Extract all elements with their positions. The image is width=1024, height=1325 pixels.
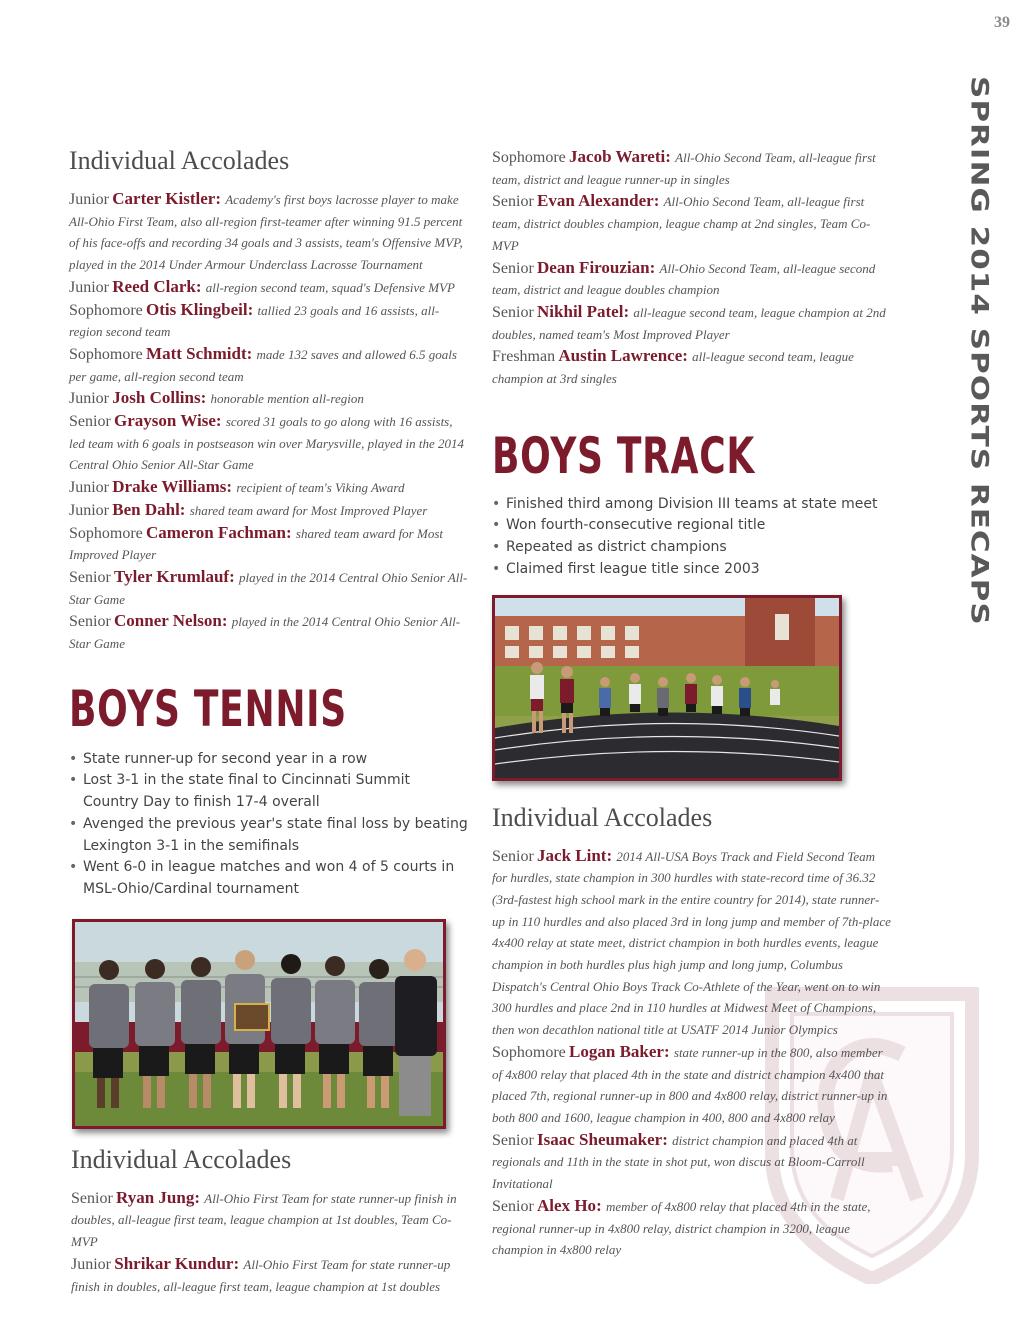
accolade-entry: Sophomore Cameron Fachman: shared team award for Most Improved Player xyxy=(69,522,443,563)
accolade-entry: Junior Drake Williams: recipient of team's Viking Award xyxy=(69,477,405,497)
athlete-name: Ryan Jung xyxy=(116,1187,195,1207)
athlete-name: Alex Ho xyxy=(537,1195,597,1215)
athlete-name: Jacob Wareti xyxy=(569,147,666,166)
accolade-description: honorable mention all-region xyxy=(210,391,364,407)
athlete-name: Austin Lawrence xyxy=(558,346,683,366)
accolade-entry: Freshman Austin Lawrence: all-league second team, league champion at 3rd singles xyxy=(492,346,854,387)
athlete-class-year: Junior xyxy=(69,479,109,497)
highlight-bullet: • Lost 3-1 in the state final to Cincinnati Summit Country Day to finish 17-4 overall xyxy=(69,770,469,813)
accolade-entry: Sophomore Logan Baker: state runner-up in the 800, also member of 4x800 relay that placed 4th in the state and district champion 4x400 that placed 7th, regional runner-up in 800 and 4x800 relay, district runner-up in both 800 and 1600, league champion in 400, 800 and 4x800 relay xyxy=(492,1041,888,1125)
accolade-entry: Junior Carter Kistler: Academy's first boys lacrosse player to make All-Ohio First Team, also all-region first-teamer after winning 91.5 percent of his face-offs and recording 34 goals and 3 assists, team's Offensive MVP, played in the 2014 Under Armour Underclass Lacrosse Tournament xyxy=(69,189,463,273)
athlete-class-year: Senior xyxy=(492,847,534,865)
accolade-description: Academy's first boys lacrosse player to make All-Ohio First Team, also all-region first-teamer after winning 91.5 percent of his face-offs and recording 34 goals and 3 assists, team's Offensive MVP, played in the 2014 Under Armour Underclass Lacrosse Tournament xyxy=(69,192,463,273)
accolade-description: state runner-up in the 800, also member of 4x800 relay that placed 4th in the state and district champion 4x400 that placed 7th, regional runner-up in 800 and 4x800 relay, district runner-up in both 800 and 1600, league champion in 400, 800 and 4x800 relay xyxy=(492,1044,888,1125)
athlete-name: Evan Alexander xyxy=(537,191,654,211)
tennis-accolades-list xyxy=(71,1187,469,1298)
accolade-description: made 132 saves and allowed 6.5 goals per game, all-region second team xyxy=(69,346,457,384)
highlight-bullet: • Repeated as district champions xyxy=(492,537,892,559)
athlete-class-year: Senior xyxy=(69,413,111,431)
tennis-highlights-list xyxy=(69,749,469,901)
athlete-class-year: Senior xyxy=(492,1131,534,1149)
athlete-class-year: Senior xyxy=(69,568,111,586)
accolade-description: All-Ohio Second Team, all-league first team, district and league runner-up in singles xyxy=(492,150,876,187)
highlight-bullet: • Claimed first league title since 2003 xyxy=(492,559,892,581)
accolade-description: played in the 2014 Central Ohio Senior All-Star Game xyxy=(69,569,468,607)
highlight-bullet: • Won fourth-consecutive regional title xyxy=(492,515,892,537)
accolade-entry: Junior Ben Dahl: shared team award for Most Improved Player xyxy=(69,499,428,519)
accolade-description: scored 31 goals to go along with 16 assists, led team with 6 goals in postseason win over Marysville, played in the 2014 Central Ohio Senior All-Star Game xyxy=(69,414,465,473)
accolade-description: shared team award for Most Improved Player xyxy=(69,525,443,563)
tennis-accolades-continued-list xyxy=(492,146,892,390)
accolade-entry: Junior Josh Collins: honorable mention all-region xyxy=(69,388,364,408)
accolade-description: shared team award for Most Improved Player xyxy=(189,502,428,518)
athlete-name: Drake Williams xyxy=(112,477,227,497)
accolade-entry: Sophomore Otis Klingbeil: tallied 23 goals and 16 assists, all-region second team xyxy=(69,299,440,340)
athlete-class-year: Sophomore xyxy=(69,524,143,542)
athlete-class-year: Junior xyxy=(69,191,109,208)
accolade-description: all-league second team, league champion at 3rd singles xyxy=(492,349,854,387)
athlete-name: Shrikar Kundur xyxy=(114,1253,234,1273)
left-column xyxy=(69,146,469,1297)
athlete-class-year: Senior xyxy=(492,303,534,321)
right-column xyxy=(492,146,892,1261)
athlete-name: Reed Clark xyxy=(112,276,196,296)
athlete-class-year: Junior xyxy=(69,501,109,519)
athlete-class-year: Sophomore xyxy=(492,1043,566,1061)
accolade-description: all-region second team, squad's Defensive MVP xyxy=(205,279,455,295)
track-accolades-heading: Individual Accolades xyxy=(492,802,713,832)
athlete-name: Tyler Krumlauf xyxy=(114,566,230,586)
athlete-name: Josh Collins xyxy=(112,388,201,408)
athlete-name: Dean Firouzian xyxy=(537,257,650,277)
athlete-name: Carter Kistler xyxy=(112,189,216,208)
athlete-name: Matt Schmidt xyxy=(146,343,247,363)
accolade-entry: Sophomore Jacob Wareti: All-Ohio Second Team, all-league first team, district and league runner-up in singles xyxy=(492,147,876,187)
tennis-team-photo xyxy=(72,919,446,1129)
accolade-description: All-Ohio First Team for state runner-up finish in doubles, all-league first team, league champion at 1st doubles, Team Co-MVP xyxy=(71,1190,457,1250)
boys-track-title: BOYS TRACK xyxy=(492,426,755,485)
tennis-accolades-heading: Individual Accolades xyxy=(71,1144,292,1174)
track-accolades-list xyxy=(492,845,892,1261)
track-highlights-list xyxy=(492,494,892,581)
accolade-entry: Sophomore Matt Schmidt: made 132 saves and allowed 6.5 goals per game, all-region second team xyxy=(69,343,457,384)
accolade-entry: Senior Dean Firouzian: All-Ohio Second Team, all-league second team, district and league doubles champion xyxy=(492,257,876,298)
athlete-class-year: Senior xyxy=(492,1197,534,1215)
accolade-entry: Senior Alex Ho: member of 4x800 relay that placed 4th in the state, regional runner-up in 4x800 relay, district champion in 3200, league champion in 4x800 relay xyxy=(492,1195,871,1258)
accolade-description: All-Ohio First Team for state runner-up finish in doubles, all-league first team, league champion at 1st doubles xyxy=(71,1256,451,1294)
lacrosse-accolades-heading: Individual Accolades xyxy=(69,146,290,175)
accolade-entry: Senior Jack Lint: 2014 All-USA Boys Track and Field Second Team for hurdles, state champion in 300 hurdles with state-record time of 36.32 (3rd-fastest high school mark in the entire country for 2014), state runner-up in 110 hurdles and also placed 3rd in long jump and member of 7th-place 4x400 relay at state meet, district champion in both hurdles events, league champion in both hurdles plus high jump and long jump, Columbus Dispatch's Central Ohio Boys Track Co-Athlete of the Year, went on to win 300 hurdles and place 2nd in 110 hurdles at Midwest Meet of Champions, then won decathlon national title at USATF 2014 Junior Olympics xyxy=(492,845,891,1038)
accolade-description: All-Ohio Second Team, all-league first team, district doubles champion, league champ at 2nd singles, Team Co-MVP xyxy=(492,194,871,253)
athlete-name: Grayson Wise xyxy=(114,411,216,431)
accolade-description: played in the 2014 Central Ohio Senior All-Star Game xyxy=(69,614,461,652)
accolade-description: all-league second team, league champion at 2nd doubles, named team's Most Improved Player xyxy=(492,304,886,342)
athlete-class-year: Sophomore xyxy=(69,301,143,319)
section-side-title: SPRING 2014 SPORTS RECAPS xyxy=(965,76,994,626)
highlight-bullet: • State runner-up for second year in a row xyxy=(69,749,469,771)
accolade-description: tallied 23 goals and 16 assists, all-region second team xyxy=(69,302,440,340)
lacrosse-accolades-list xyxy=(69,188,469,655)
accolade-entry: Senior Conner Nelson: played in the 2014 Central Ohio Senior All-Star Game xyxy=(69,611,461,652)
track-meet-photo xyxy=(492,595,842,781)
athlete-class-year: Senior xyxy=(71,1189,113,1207)
page-number: 39 xyxy=(994,14,1010,31)
athlete-name: Logan Baker xyxy=(569,1041,664,1061)
athlete-class-year: Sophomore xyxy=(492,149,566,166)
accolade-description: All-Ohio Second Team, all-league second team, district and league doubles champion xyxy=(492,260,876,298)
boys-tennis-title: BOYS TENNIS xyxy=(69,679,347,738)
highlight-bullet: • Avenged the previous year's state final loss by beating Lexington 3-1 in the semifinals xyxy=(69,814,469,857)
accolade-description: district champion and placed 4th at regionals and 11th in the state in shot put, won discus at Bloom-Carroll Invitational xyxy=(492,1132,865,1192)
accolade-description: recipient of team's Viking Award xyxy=(236,480,405,496)
athlete-class-year: Junior xyxy=(69,278,109,296)
highlight-bullet: • Finished third among Division III teams at state meet xyxy=(492,494,892,516)
accolade-entry: Senior Grayson Wise: scored 31 goals to go along with 16 assists, led team with 6 goals in postseason win over Marysville, played in the 2014 Central Ohio Senior All-Star Game xyxy=(69,411,465,473)
accolade-description: 2014 All-USA Boys Track and Field Second Team for hurdles, state champion in 300 hurdles with state-record time of 36.32 (3rd-fastest high school mark in the entire country for 2014), state runner-up in 110 hurdles and also placed 3rd in long jump and member of 7th-place 4x400 relay at state meet, district champion in both hurdles events, league champion in both hurdles plus high jump and long jump, Columbus Dispatch's Central Ohio Boys Track Co-Athlete of the Year, went on to win 300 hurdles and place 2nd in 110 hurdles at Midwest Meet of Champions, then won decathlon national title at USATF 2014 Junior Olympics xyxy=(492,848,891,1038)
accolade-entry: Senior Ryan Jung: All-Ohio First Team for state runner-up finish in doubles, all-league first team, league champion at 1st doubles, Team Co-MVP xyxy=(71,1187,457,1250)
athlete-name: Isaac Sheumaker xyxy=(537,1129,663,1149)
accolade-description: member of 4x800 relay that placed 4th in the state, regional runner-up in 4x800 relay, district champion in 3200, league champion in 4x800 relay xyxy=(492,1198,871,1258)
athlete-class-year: Senior xyxy=(69,613,111,631)
athlete-class-year: Junior xyxy=(69,390,109,408)
athlete-name: Cameron Fachman xyxy=(146,522,286,542)
athlete-class-year: Senior xyxy=(492,259,534,277)
athlete-name: Jack Lint xyxy=(537,845,607,865)
athlete-class-year: Junior xyxy=(71,1255,111,1273)
athlete-class-year: Sophomore xyxy=(69,345,143,363)
accolade-entry: Junior Reed Clark: all-region second team, squad's Defensive MVP xyxy=(69,276,455,296)
athlete-class-year: Freshman xyxy=(492,348,556,366)
athlete-class-year: Senior xyxy=(492,193,534,211)
highlight-bullet: • Went 6-0 in league matches and won 4 of 5 courts in MSL-Ohio/Cardinal tournament xyxy=(69,857,469,900)
accolade-entry: Senior Isaac Sheumaker: district champion and placed 4th at regionals and 11th in the state in shot put, won discus at Bloom-Carroll Invitational xyxy=(492,1129,865,1192)
athlete-name: Conner Nelson xyxy=(114,611,222,631)
athlete-name: Nikhil Patel xyxy=(537,301,624,321)
accolade-entry: Senior Evan Alexander: All-Ohio Second Team, all-league first team, district doubles champion, league champ at 2nd singles, Team Co-MVP xyxy=(492,191,871,253)
accolade-entry: Senior Nikhil Patel: all-league second team, league champion at 2nd doubles, named team's Most Improved Player xyxy=(492,301,886,342)
accolade-entry: Senior Tyler Krumlauf: played in the 2014 Central Ohio Senior All-Star Game xyxy=(69,566,468,607)
athlete-name: Otis Klingbeil xyxy=(146,299,248,319)
accolade-entry: Junior Shrikar Kundur: All-Ohio First Team for state runner-up finish in doubles, all-league first team, league champion at 1st doubles xyxy=(71,1253,451,1294)
athlete-name: Ben Dahl xyxy=(112,499,180,519)
